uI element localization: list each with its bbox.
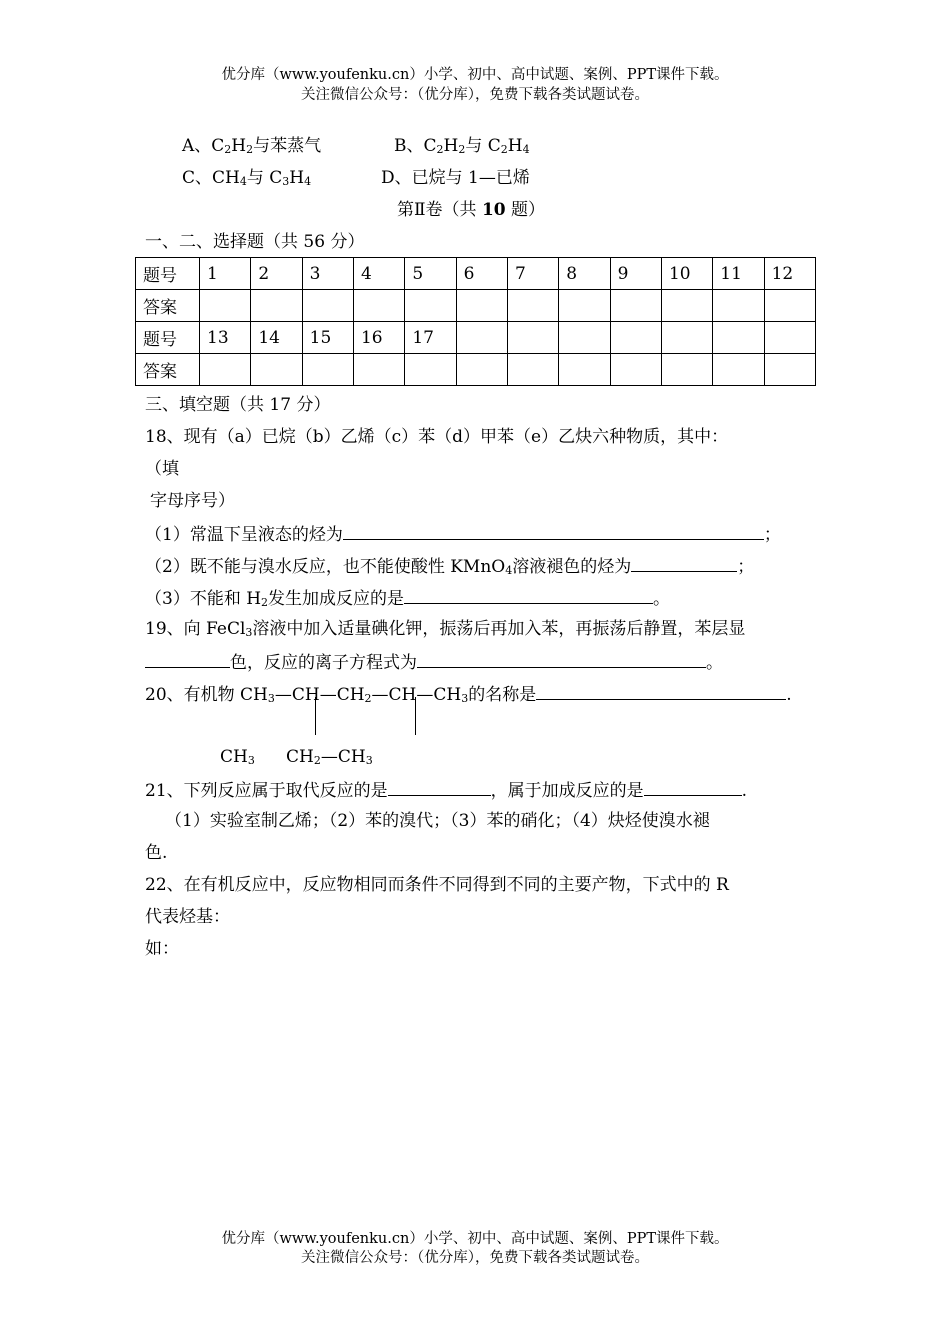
answer-cell[interactable] [713, 290, 764, 322]
bond-line [415, 697, 416, 735]
section3-title: 三、填空题（共 17 分） [145, 395, 331, 415]
answer-cell[interactable] [661, 290, 712, 322]
table-row [136, 322, 816, 354]
table-cell: 14 [251, 322, 302, 354]
answer-cell[interactable] [456, 354, 507, 386]
answer-cell[interactable] [353, 354, 404, 386]
option-c: C、$CH_4$与 $C_3H_4$ [182, 168, 312, 188]
answer-cell[interactable] [251, 354, 302, 386]
header-line-2: 关注微信公众号：（优分库），免费下载各类试题试卷。 [301, 87, 649, 103]
answer-blank[interactable] [631, 554, 737, 572]
answer-blank[interactable] [404, 586, 653, 604]
table-row-label: 答案 [136, 354, 200, 386]
answer-cell[interactable] [302, 354, 353, 386]
table-cell [661, 322, 712, 354]
answer-cell[interactable] [610, 354, 661, 386]
answer-blank[interactable] [644, 778, 742, 796]
q18-stem-2: （填 [145, 459, 179, 479]
q21-items: （1）实验室制乙烯；（2）苯的溴代；（3）苯的硝化；（4）炔烃使溴水褪 [165, 811, 710, 831]
answer-cell[interactable] [302, 290, 353, 322]
answer-cell[interactable] [405, 290, 456, 322]
footer-line-1: 优分库（www.youfenku.cn）小学、初中、高中试题、案例、PPT课件下载。 [221, 1231, 729, 1247]
answer-cell[interactable] [559, 290, 610, 322]
bond-line [315, 697, 316, 735]
table-cell: 2 [251, 258, 302, 290]
q22-line-2: 代表烃基： [145, 907, 230, 927]
answer-cell[interactable] [764, 290, 815, 322]
answer-cell[interactable] [610, 290, 661, 322]
table-cell: 10 [661, 258, 712, 290]
answer-cell[interactable] [200, 290, 251, 322]
table-cell [507, 322, 558, 354]
q21-stem: 21、下列反应属于取代反应的是 ，属于加成反应的是 . [145, 778, 747, 802]
q18-part-3: （3）不能和 $H_2$发生加成反应的是 。 [145, 586, 670, 610]
answer-blank[interactable] [343, 522, 764, 540]
option-a: A、$C_2H_2$与苯蒸气 [182, 136, 322, 156]
table-cell: 9 [610, 258, 661, 290]
table-row [136, 354, 816, 386]
table-cell [456, 322, 507, 354]
table-cell: 1 [200, 258, 251, 290]
q19-line-1: 19、向 FeCl$_3$溶液中加入适量碘化钾，振荡后再加入苯，再振荡后静置，苯层显 [145, 619, 746, 639]
table-cell: 17 [405, 322, 456, 354]
answer-cell[interactable] [200, 354, 251, 386]
q20-line: 20、有机物 $CH_3—CH—CH_2—CH—CH_3$的名称是 . [145, 682, 792, 706]
table-row-label: 答案 [136, 290, 200, 322]
q21-items-end: 色. [145, 843, 168, 863]
answer-cell[interactable] [353, 290, 404, 322]
q18-stem-3: 字母序号） [150, 491, 235, 511]
table-cell [713, 322, 764, 354]
q20-branch-1: $CH_3$ [220, 747, 255, 767]
answer-blank[interactable] [145, 650, 230, 668]
answer-cell[interactable] [713, 354, 764, 386]
answer-cell[interactable] [661, 354, 712, 386]
table-cell: 3 [302, 258, 353, 290]
table-cell: 12 [764, 258, 815, 290]
q19-line-2: 色，反应的离子方程式为 。 [145, 650, 723, 674]
option-b: B、$C_2H_2$与 $C_2H_4$ [394, 136, 530, 156]
table-cell [610, 322, 661, 354]
footer-line-2: 关注微信公众号：（优分库），免费下载各类试题试卷。 [301, 1250, 649, 1266]
answer-cell[interactable] [559, 354, 610, 386]
table-cell: 16 [353, 322, 404, 354]
table-cell: 7 [507, 258, 558, 290]
part2-title: 第Ⅱ卷（共 10 题） [397, 200, 546, 220]
answer-cell[interactable] [456, 290, 507, 322]
table-cell [764, 322, 815, 354]
table-cell: 13 [200, 322, 251, 354]
answer-table [135, 257, 816, 386]
table-row-label: 题号 [136, 258, 200, 290]
table-row [136, 258, 816, 290]
header-line-1: 优分库（www.youfenku.cn）小学、初中、高中试题、案例、PPT课件下载。 [221, 67, 729, 83]
table-cell: 4 [353, 258, 404, 290]
option-d: D、已烷与 1—已烯 [381, 168, 530, 188]
table-cell [559, 322, 610, 354]
table-cell: 5 [405, 258, 456, 290]
section1-title: 一、二、选择题（共 56 分） [145, 232, 365, 252]
q22-line-3: 如： [145, 939, 179, 959]
q20-branch-2: $CH_2—CH_3$ [286, 747, 373, 767]
q22-line-1: 22、在有机反应中，反应物相同而条件不同得到不同的主要产物，下式中的 R [145, 875, 729, 895]
answer-blank[interactable] [388, 778, 491, 796]
q18-part-1: （1）常温下呈液态的烃为 ； [145, 522, 781, 546]
answer-cell[interactable] [507, 354, 558, 386]
table-cell: 11 [713, 258, 764, 290]
answer-cell[interactable] [507, 290, 558, 322]
answer-cell[interactable] [764, 354, 815, 386]
table-row [136, 290, 816, 322]
table-cell: 6 [456, 258, 507, 290]
answer-cell[interactable] [251, 290, 302, 322]
answer-blank[interactable] [536, 682, 786, 700]
table-cell: 15 [302, 322, 353, 354]
answer-blank[interactable] [417, 650, 706, 668]
q18-stem: 18、现有（a）已烷（b）乙烯（c）苯（d）甲苯（e）乙炔六种物质，其中： [145, 427, 729, 447]
table-cell: 8 [559, 258, 610, 290]
table-row-label: 题号 [136, 322, 200, 354]
q18-part-2: （2）既不能与溴水反应，也不能使酸性 KMnO$_4$溶液褪色的烃为 ； [145, 554, 754, 578]
answer-cell[interactable] [405, 354, 456, 386]
